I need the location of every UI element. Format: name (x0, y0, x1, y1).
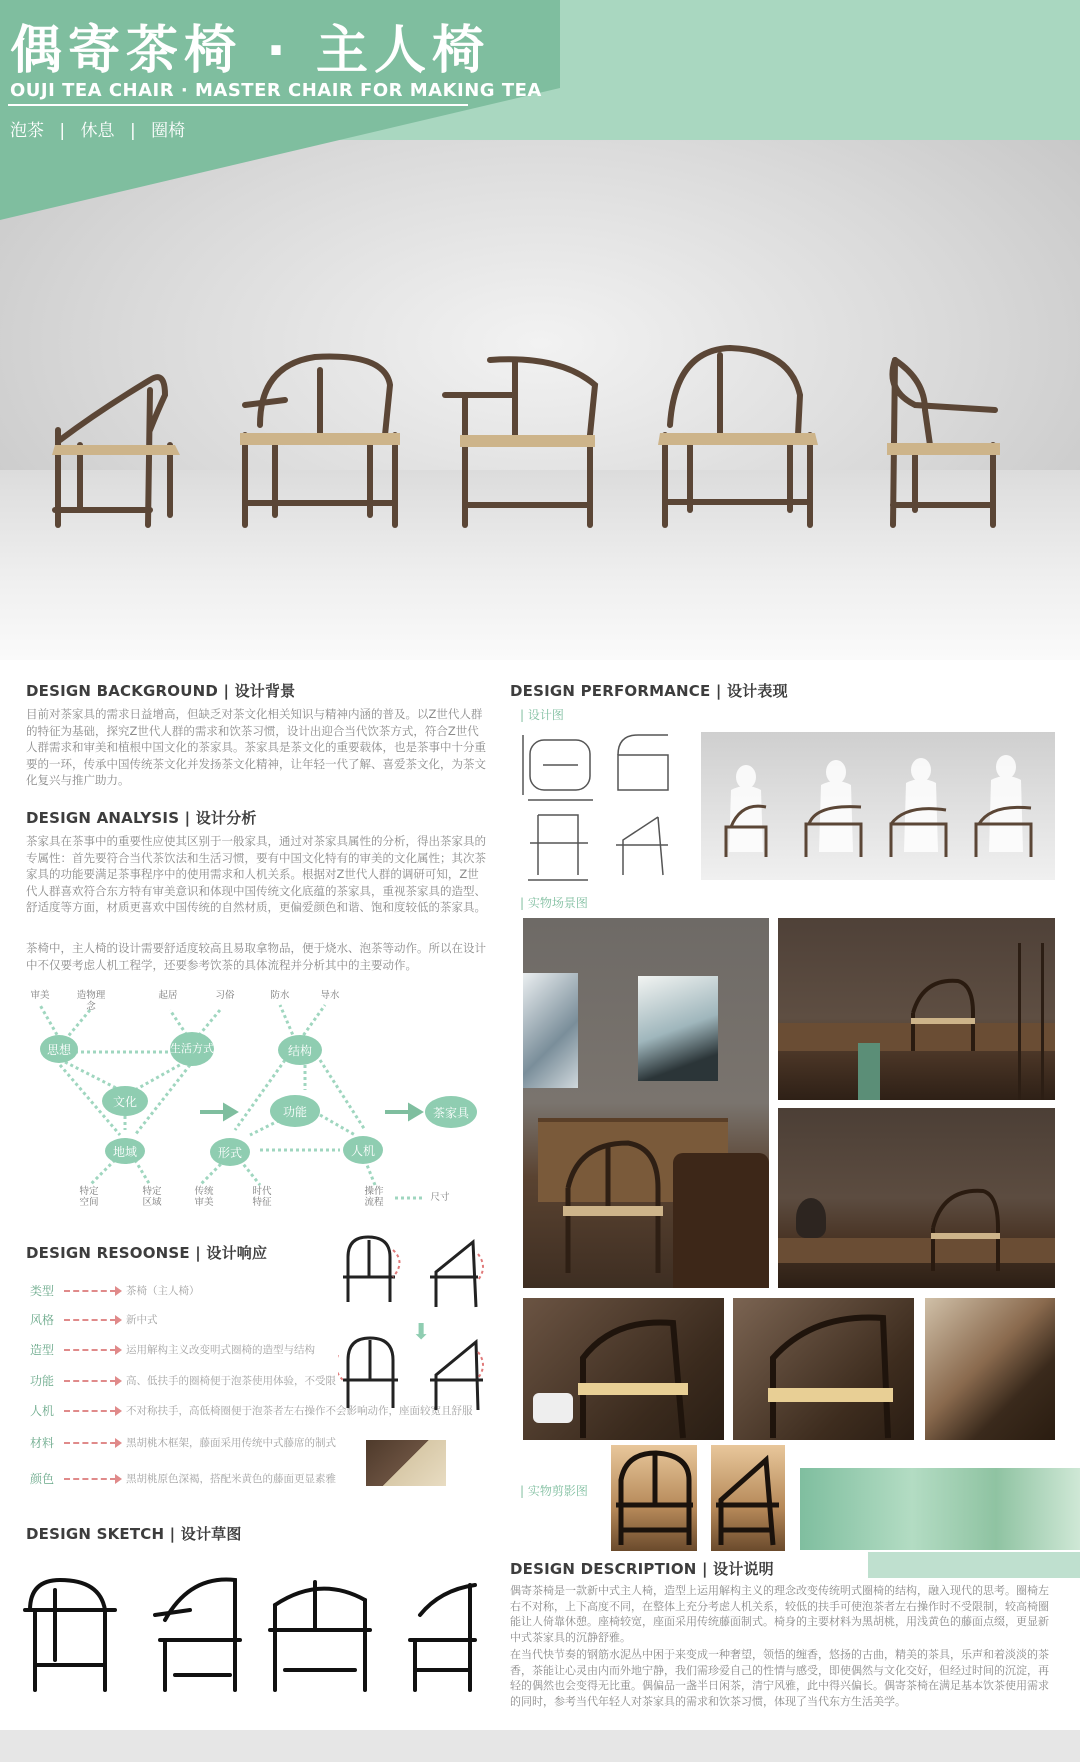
tag-sep: | (59, 121, 66, 141)
silhouette-photo-label: | 实物剪影图 (520, 1484, 588, 1498)
node-culture: 文化 (102, 1086, 148, 1116)
background-text: 目前对茶家具的需求日益增高，但缺乏对茶文化相关知识与精神内涵的普及。以Z世代人群的特征为基础，探究Z世代人群的需求和饮茶习惯，设计出迎合当代饮茶方式，符合Z世代人群需求和审美和植根中国文化的茶家具。茶家具是茶文化的重要载体，也是茶事中十分重要的一环，传承中国传统茶文化并发扬茶文化精神，让年轻一代了解、喜爱茶文化，为茶文化复兴与推广助力。 (26, 707, 486, 787)
response-key: 人机 (30, 1404, 55, 1418)
scene-photo-tea-table-2 (778, 1108, 1055, 1288)
analysis-text-1: 茶家具在茶事中的重要性应使其区别于一般家具，通过对茶家具属性的分析，得出茶家具的专属性：首先要符合当代茶饮法和生活习惯，要有中国文化特有的审美的文化属性；其次茶家具的功能要满足茶事程序中的使用需求和人机关系。根据对Z世代人群的调研可知，Z世代人群喜欢符合东方特有审美意识和体现中国传统文化底蕴的茶家具，重视茶家具的造型、舒适度等方面，材质更喜欢中国传统的自然材质，更偏爱颜色和谐、饱和度较低的茶家具。 (26, 834, 486, 914)
label-custom: 习俗 (215, 990, 235, 1001)
node-function: 功能 (270, 1095, 320, 1127)
description-heading: DESIGN DESCRIPTION | 设计说明 (510, 1560, 774, 1578)
label-dimension: 尺寸 (430, 1192, 450, 1203)
wall-painting-right (638, 976, 718, 1081)
chair-detail (733, 1298, 914, 1440)
label-traditional-aesthetic: 传统审美 (194, 1186, 214, 1208)
title-divider (8, 104, 468, 106)
people-with-chairs (701, 732, 1055, 880)
detail-photo-1 (523, 1298, 724, 1440)
dashed-arrow-icon (64, 1319, 116, 1321)
dashed-arrow-icon (64, 1410, 116, 1412)
label-creation-concept: 造物理念 (76, 990, 106, 1012)
dashed-arrow-icon (64, 1442, 116, 1444)
tea-table (673, 1153, 769, 1288)
silhouette-photo-2 (711, 1445, 785, 1551)
dashed-arrow-icon (64, 1478, 116, 1480)
response-value: 黑胡桃原色深褐，搭配米黄色的藤面更显素雅 (126, 1473, 336, 1485)
detail-photo-3 (925, 1298, 1055, 1440)
table-runner (858, 1043, 880, 1100)
tag-rest: 休息 (80, 121, 115, 141)
response-chair-sketches-top (338, 1232, 488, 1312)
description-text-1: 偶寄茶椅是一款新中式主人椅，造型上运用解构主义的理念改变传统明式圈椅的结构，融入现代的思考。圈椅左右不对称，上下高度不同，在整体上充分考虑人机关系，较低的扶手可使泡茶者左右操作时不受限制，较高椅圈能让人倚靠休憩。座椅较宽，座面采用传统藤面制式。椅身的主要材料为黑胡桃，用浅黄色的藤面点缀，更显新中式茶家具的沉静舒雅。 (510, 1584, 1049, 1644)
response-key: 功能 (30, 1374, 55, 1388)
dashed-arrow-icon (64, 1380, 116, 1382)
chair-render-side-left (40, 350, 190, 530)
chair-in-scene (558, 1128, 678, 1278)
analysis-heading: DESIGN ANALYSIS | 设计分析 (26, 809, 257, 827)
sketch-heading: DESIGN SKETCH | 设计草图 (26, 1525, 242, 1543)
node-tea-furniture: 茶家具 (425, 1096, 477, 1128)
label-aesthetic: 审美 (30, 990, 50, 1001)
chair-silhouette (711, 1445, 785, 1551)
silhouette-render (701, 732, 1055, 880)
response-heading: DESIGN RESOONSE | 设计响应 (26, 1244, 268, 1262)
label-specific-space: 特定空间 (79, 1186, 99, 1208)
wall-painting-left (523, 973, 578, 1088)
node-thought: 思想 (40, 1035, 78, 1063)
response-value: 运用解构主义改变明式圈椅的造型与结构 (126, 1344, 315, 1356)
chair-render-side-right (875, 350, 1015, 530)
design-sketches (20, 1570, 490, 1695)
node-lifestyle: 生活方式 (170, 1032, 214, 1066)
chair-render-front-right (650, 340, 825, 530)
chair-detail (523, 1298, 724, 1440)
dashed-arrow-icon (64, 1349, 116, 1351)
chair-in-scene (928, 1183, 1003, 1273)
technical-drawings (518, 725, 678, 885)
label-living: 起居 (158, 990, 178, 1001)
response-key: 材料 (30, 1436, 55, 1450)
label-specific-region: 特定区域 (142, 1186, 162, 1208)
design-drawing-label: | 设计图 (520, 708, 564, 722)
scene-photo-living-room (523, 918, 769, 1288)
background-heading: DESIGN BACKGROUND | 设计背景 (26, 682, 296, 700)
footer-bar (0, 1730, 1080, 1762)
label-era-feature: 时代特征 (252, 1186, 272, 1208)
description-text-2: 在当代快节奏的钢筋水泥丛中困于来变成一种奢望，领悟的缠香，悠扬的古曲，精美的茶具，乐声和着淡淡的茶香，茶能让心灵由内而外地宁静，我们需珍爱自己的性情与感受，即使偶然与文化交好，但经过时间的沉淀，再轻的偶然也会变得无比重。偶偏品一盏半日闲茶，清宁风雅，此中得兴偏长。偶寄茶椅在满足基本饮茶使用需求的同时，参考当代年轻人对茶家具的需求和饮茶习惯，体现了当代东方生活美学。 (510, 1648, 1049, 1708)
chair-in-scene (908, 973, 978, 1053)
chair-render-front-left (235, 345, 405, 530)
pottery (796, 1198, 826, 1238)
response-value: 高、低扶手的圈椅便于泡茶使用体验，不受限 (126, 1375, 336, 1387)
side-stand (1018, 943, 1044, 1100)
response-value: 茶椅（主人椅） (126, 1285, 200, 1297)
scene-photo-tea-table-1 (778, 918, 1055, 1100)
performance-heading: DESIGN PERFORMANCE | 设计表现 (510, 682, 788, 700)
node-ergonomics: 人机 (343, 1136, 383, 1164)
response-key: 颜色 (30, 1472, 55, 1486)
response-value: 新中式 (126, 1314, 158, 1326)
chair-render-front-center (440, 350, 610, 530)
diagram-connectors (20, 990, 490, 1215)
label-drainage: 导水 (320, 990, 340, 1001)
long-table (778, 1238, 1055, 1263)
down-arrow-icon: ⬇ (412, 1320, 431, 1345)
scene-photo-label: | 实物场景图 (520, 896, 588, 910)
green-texture-banner (800, 1468, 1080, 1550)
tag-line (10, 116, 195, 141)
title-chinese: 偶寄茶椅 · 主人椅 (10, 21, 490, 81)
response-value: 不对称扶手，高低椅圈便于泡茶者左右操作不会影响动作，座面较宽且舒服 (126, 1405, 473, 1417)
chair-silhouette (611, 1445, 697, 1551)
label-operation-flow: 操作流程 (364, 1186, 384, 1208)
node-form: 形式 (210, 1138, 250, 1166)
dashed-arrow-icon (64, 1290, 116, 1292)
response-key: 类型 (30, 1284, 55, 1298)
node-structure: 结构 (278, 1035, 322, 1065)
title-english: OUJI TEA CHAIR · MASTER CHAIR FOR MAKING TEA (10, 80, 542, 101)
description-accent-bar (868, 1552, 1080, 1578)
material-swatch (366, 1440, 446, 1486)
detail-photo-2 (733, 1298, 914, 1440)
label-waterproof: 防水 (270, 990, 290, 1001)
tag-armchair: 圈椅 (151, 121, 186, 141)
response-key: 造型 (30, 1343, 55, 1357)
tag-tea: 泡茶 (10, 121, 44, 141)
analysis-diagram (20, 990, 490, 1215)
response-value: 黑胡桃木框架，藤面采用传统中式藤席的制式 (126, 1437, 336, 1449)
tag-sep: | (129, 121, 136, 141)
analysis-text-2: 茶椅中，主人椅的设计需要舒适度较高且易取拿物品，便于烧水、泡茶等动作。所以在设计中不仅要考虑人机工程学，还要参考饮茶的具体流程并分析其中的主要动作。 (26, 941, 486, 972)
node-region: 地域 (105, 1138, 145, 1164)
silhouette-photo-1 (611, 1445, 697, 1551)
response-chair-sketches-bottom (338, 1330, 488, 1415)
hero-banner (0, 0, 1080, 660)
response-key: 风格 (30, 1313, 55, 1327)
